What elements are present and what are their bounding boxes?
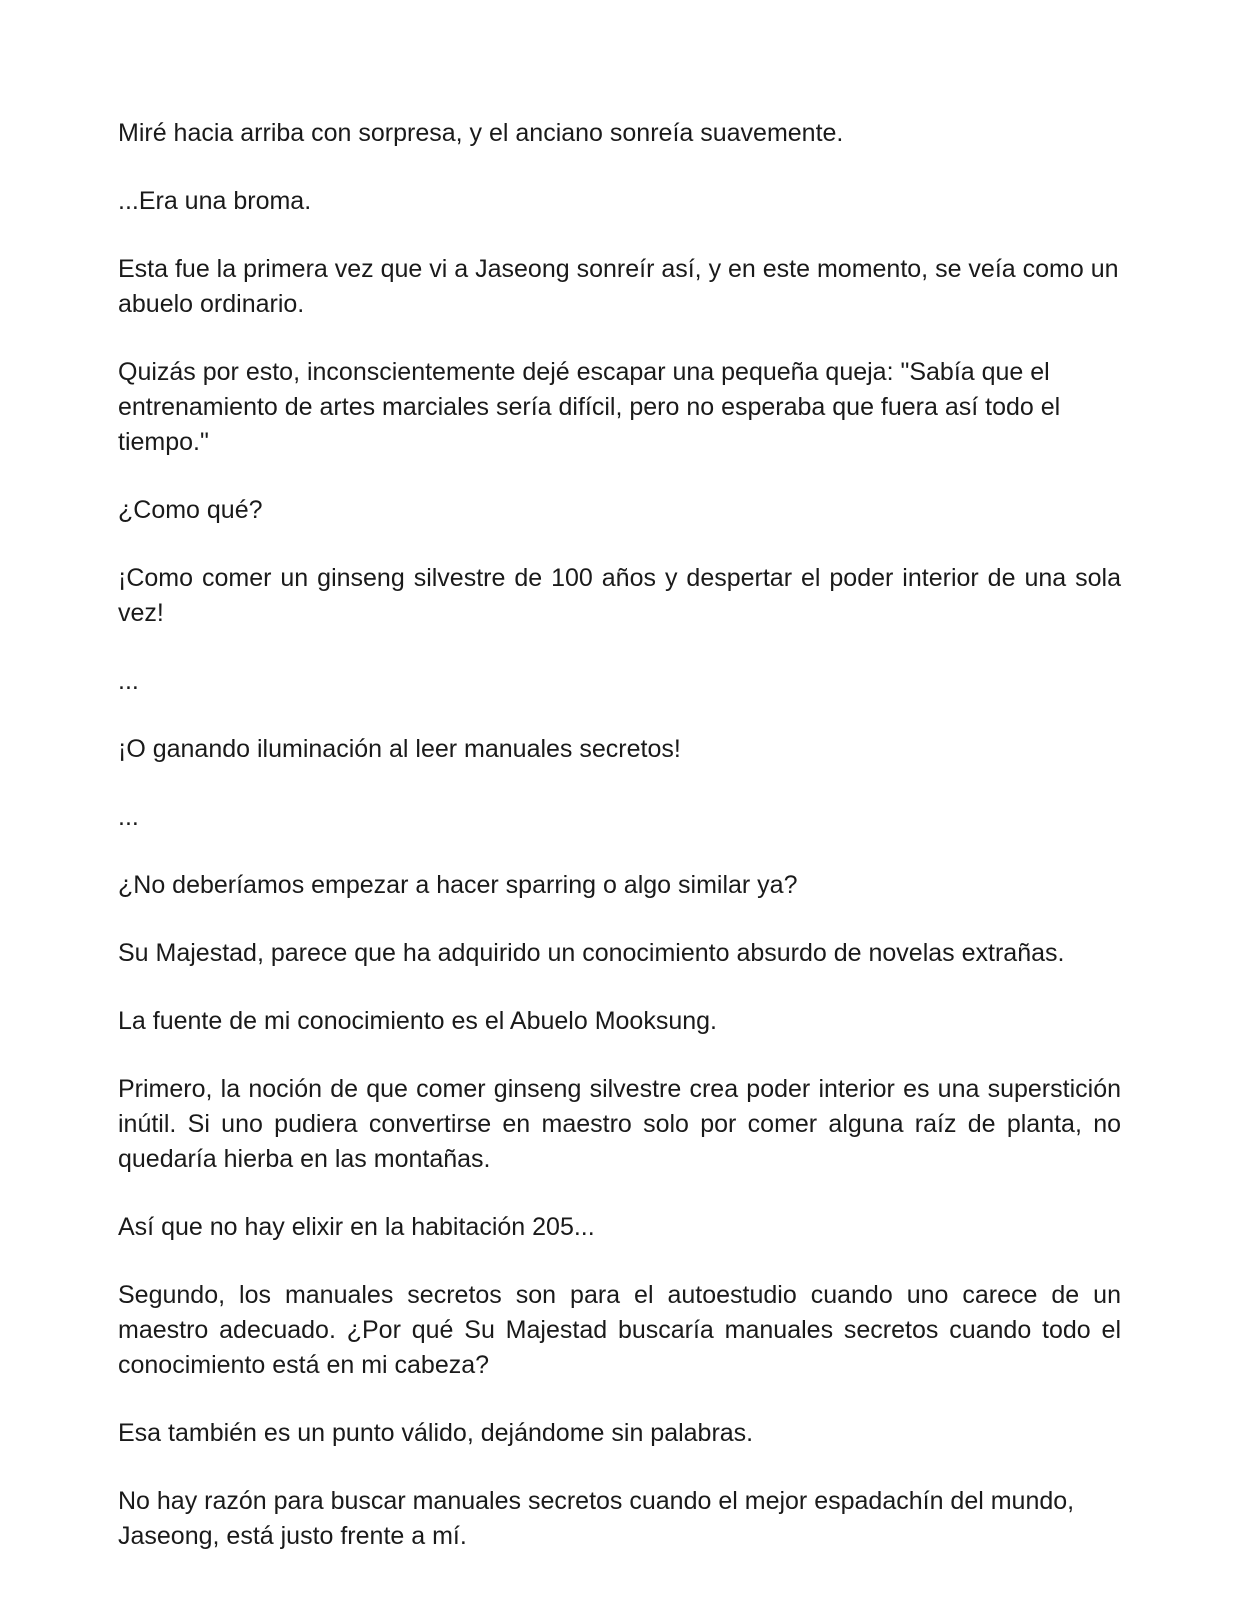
paragraph-1: Miré hacia arriba con sorpresa, y el anciano sonreía suavemente. — [118, 119, 844, 147]
paragraph-14: Así que no hay elixir en la habitación 205... — [118, 1213, 595, 1241]
paragraph-5: ¿Como qué? — [118, 496, 263, 524]
paragraph-17: No hay razón para buscar manuales secretos cuando el mejor espadachín del mundo, Jaseong, está justo frente a mí. — [118, 1487, 1075, 1550]
paragraph-10: ¿No deberíamos empezar a hacer sparring o algo similar ya? — [118, 871, 798, 899]
paragraph-8: ¡O ganando iluminación al leer manuales secretos! — [118, 735, 681, 763]
paragraph-6: ¡Como comer un ginseng silvestre de 100 años y despertar el poder interior de una sola vez! — [118, 564, 1121, 627]
paragraph-11: Su Majestad, parece que ha adquirido un conocimiento absurdo de novelas extrañas. — [118, 939, 1065, 967]
paragraph-12: La fuente de mi conocimiento es el Abuelo Mooksung. — [118, 1007, 717, 1035]
document-body — [118, 116, 1121, 1587]
paragraph-9: ... — [118, 803, 139, 831]
paragraph-16: Esa también es un punto válido, dejándome sin palabras. — [118, 1419, 754, 1447]
paragraph-7: ... — [118, 667, 139, 695]
paragraph-3: Esta fue la primera vez que vi a Jaseong sonreír así, y en este momento, se veía como un abuelo ordinario. — [118, 255, 1119, 318]
paragraph-15: Segundo, los manuales secretos son para el autoestudio cuando uno carece de un maestro adecuado. ¿Por qué Su Majestad buscaría manuales secretos cuando todo el conocimiento está en mi cabeza? — [118, 1281, 1121, 1379]
paragraph-4: Quizás por esto, inconscientemente dejé escapar una pequeña queja: "Sabía que el entrenamiento de artes marciales sería difícil, pero no esperaba que fuera así todo el tiempo." — [118, 358, 1061, 456]
paragraph-13: Primero, la noción de que comer ginseng silvestre crea poder interior es una superstición inútil. Si uno pudiera convertirse en maestro solo por comer alguna raíz de planta, no quedaría hierba en las montañas. — [118, 1075, 1121, 1173]
paragraph-2: ...Era una broma. — [118, 187, 312, 215]
